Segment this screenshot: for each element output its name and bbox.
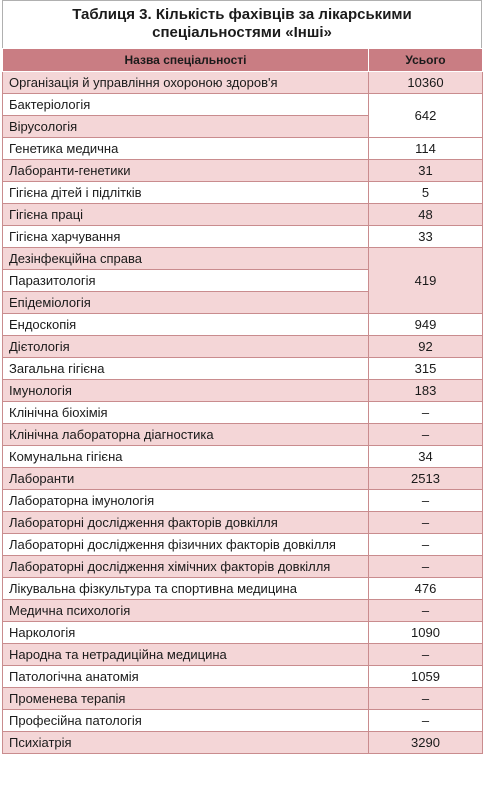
row-value: 315 xyxy=(369,358,483,380)
row-name: Імунологія xyxy=(3,380,369,402)
table-row xyxy=(3,644,483,666)
table-header-row xyxy=(3,49,483,72)
row-name: Клінічна лабораторна діагностика xyxy=(3,424,369,446)
column-header-name: Назва спеціальності xyxy=(3,49,369,72)
row-name: Наркологія xyxy=(3,622,369,644)
row-value: 31 xyxy=(369,160,483,182)
table-row xyxy=(3,622,483,644)
table-row xyxy=(3,424,483,446)
row-value: 1059 xyxy=(369,666,483,688)
row-value: 33 xyxy=(369,226,483,248)
table-row xyxy=(3,710,483,732)
row-name: Професійна патологія xyxy=(3,710,369,732)
table-row xyxy=(3,534,483,556)
table-row xyxy=(3,358,483,380)
column-header-total: Усього xyxy=(369,49,483,72)
row-value: 2513 xyxy=(369,468,483,490)
row-name: Лабораторні дослідження хімічних факторів довкілля xyxy=(3,556,369,578)
row-name: Патологічна анатомія xyxy=(3,666,369,688)
row-name: Народна та нетрадиційна медицина xyxy=(3,644,369,666)
row-value: – xyxy=(369,556,483,578)
row-value: – xyxy=(369,402,483,424)
row-name: Клінічна біохімія xyxy=(3,402,369,424)
row-value-merged: 419 xyxy=(369,248,483,314)
table-row xyxy=(3,336,483,358)
row-value: – xyxy=(369,512,483,534)
table-row xyxy=(3,666,483,688)
row-name: Генетика медична xyxy=(3,138,369,160)
table-row xyxy=(3,578,483,600)
row-name: Ендоскопія xyxy=(3,314,369,336)
table-row xyxy=(3,160,483,182)
row-value: 3290 xyxy=(369,732,483,754)
table-row xyxy=(3,688,483,710)
row-name: Епідеміологія xyxy=(3,292,369,314)
row-name: Бактеріологія xyxy=(3,94,369,116)
row-name: Лікувальна фізкультура та спортивна медицина xyxy=(3,578,369,600)
row-name: Лабораторні дослідження факторів довкілля xyxy=(3,512,369,534)
table-title-line-2: спеціальностями «Інші» xyxy=(152,24,332,41)
table-row xyxy=(3,204,483,226)
table-row xyxy=(3,182,483,204)
table-row xyxy=(3,556,483,578)
row-value: – xyxy=(369,424,483,446)
row-value: – xyxy=(369,688,483,710)
table-title-line-1: Таблиця 3. Кількість фахівців за лікарськими xyxy=(72,6,412,23)
row-name: Психіатрія xyxy=(3,732,369,754)
row-name: Лабораторні дослідження фізичних факторів довкілля xyxy=(3,534,369,556)
table-row xyxy=(3,490,483,512)
row-value: – xyxy=(369,600,483,622)
table-row xyxy=(3,732,483,754)
row-name: Дезінфекційна справа xyxy=(3,248,369,270)
table-row xyxy=(3,248,483,270)
row-value: 10360 xyxy=(369,72,483,94)
table-row xyxy=(3,94,483,116)
table-row xyxy=(3,226,483,248)
row-value: 48 xyxy=(369,204,483,226)
row-value: – xyxy=(369,534,483,556)
table-row xyxy=(3,468,483,490)
row-name: Гігієна харчування xyxy=(3,226,369,248)
row-value: 34 xyxy=(369,446,483,468)
table-row xyxy=(3,380,483,402)
table-row xyxy=(3,600,483,622)
row-name: Медична психологія xyxy=(3,600,369,622)
row-value: 1090 xyxy=(369,622,483,644)
table-title xyxy=(2,0,482,48)
specialists-table xyxy=(2,48,483,754)
row-name: Дієтологія xyxy=(3,336,369,358)
row-name: Організація й управління охороною здоров'я xyxy=(3,72,369,94)
table-row xyxy=(3,446,483,468)
row-value: – xyxy=(369,644,483,666)
row-value: 5 xyxy=(369,182,483,204)
row-name: Гігієна праці xyxy=(3,204,369,226)
row-name: Паразитологія xyxy=(3,270,369,292)
table-row xyxy=(3,402,483,424)
row-value: 183 xyxy=(369,380,483,402)
table-row xyxy=(3,72,483,94)
row-name: Вірусологія xyxy=(3,116,369,138)
row-name: Загальна гігієна xyxy=(3,358,369,380)
row-name: Променева терапія xyxy=(3,688,369,710)
row-value: 114 xyxy=(369,138,483,160)
table-row xyxy=(3,138,483,160)
row-value: 476 xyxy=(369,578,483,600)
row-name: Комунальна гігієна xyxy=(3,446,369,468)
table-row xyxy=(3,314,483,336)
row-name: Лабораторна імунологія xyxy=(3,490,369,512)
row-name: Лаборанти xyxy=(3,468,369,490)
table-row xyxy=(3,512,483,534)
row-value: – xyxy=(369,490,483,512)
row-value: 949 xyxy=(369,314,483,336)
row-name: Гігієна дітей і підлітків xyxy=(3,182,369,204)
row-value: – xyxy=(369,710,483,732)
row-value: 92 xyxy=(369,336,483,358)
row-name: Лаборанти-генетики xyxy=(3,160,369,182)
row-value-merged: 642 xyxy=(369,94,483,138)
